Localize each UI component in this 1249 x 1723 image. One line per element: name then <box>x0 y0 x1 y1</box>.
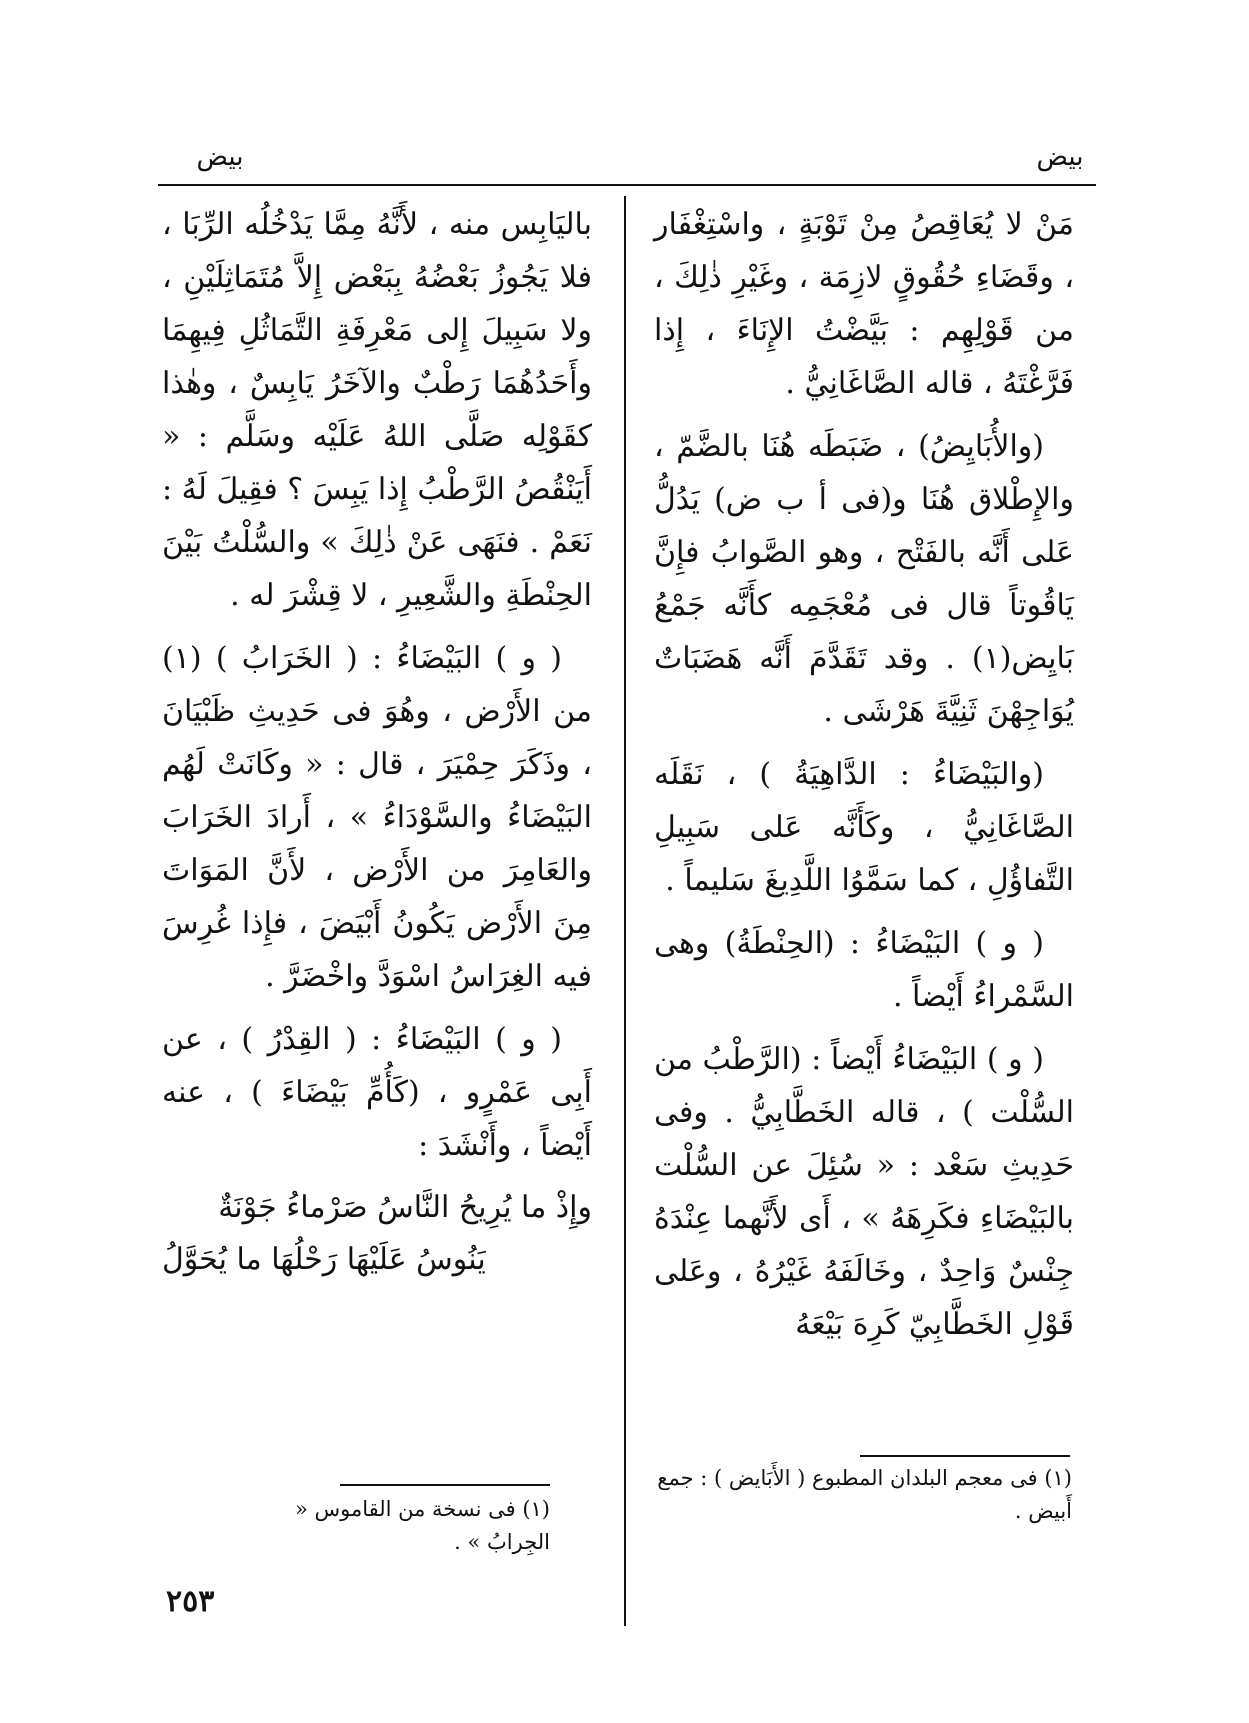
running-header-right: بيض <box>1036 142 1084 172</box>
paragraph: ( و ) البَيْضَاءُ أَيْضاً : (الرَّطْبُ من السُّلْت ) ، قاله الخَطَّابِيُّ . وفى حَدِيثِ سَعْد : « سُئِلَ عن السُّلْت بالبَيْضَاءِ فكَرِهَهُ » ، أَى لأَنَّهما عِنْدَهُ جِنْسٌ وَاحِدٌ ، وخَالَفَهُ غَيْرُهُ ، وعَلى قَوْلِ الخَطَّابِيّ كَرِهَ بَيْعَهُ <box>654 1042 1074 1342</box>
poem-verse-1: وإِذْ ما يُرِيحُ النَّاسُ صَرْماءُ جَوْنَةٌ <box>218 1190 592 1225</box>
footnote-rule-right <box>860 1455 1070 1457</box>
paragraph: (والبَيْضَاءُ : الدَّاهِيَةُ ) ، نَقَلَه الصَّاغَانِيُّ ، وكَأَنَّه عَلى سَبِيلِ التَّفاؤُلِ ، كما سَمَّوُا اللَّدِيغَ سَليماً . <box>654 757 1074 898</box>
right-column <box>654 198 1074 1361</box>
paragraph: ( و ) البَيْضَاءُ : (الحِنْطَةُ) وهى السَّمْراءُ أَيْضاً . <box>654 926 1074 1014</box>
poem-couplet <box>162 1182 592 1286</box>
paragraph: باليَابِس منه ، لأَنَّهُ مِمَّا يَدْخُلُه الرِّبَا ، فلا يَجُوزُ بَعْضُهُ بِبَعْض إِلاَّ مُتَمَاثِلَيْنِ ، ولا سَبِيلَ إِلى مَعْرِفَةِ التَّمَاثُلِ فِيهِمَا وأَحَدُهُمَا رَطْبٌ والآخَرُ يَابِسٌ ، وهٰذا كقَوْلِه صَلَّى اللهُ عَلَيْه وسَلَّم : « أَيَنْقُصُ الرَّطْبُ إِذا يَبِسَ ؟ فقِيلَ لَهُ : نَعَمْ . فنَهَى عَنْ ذٰلِكَ » والسُّلْتُ بَيْنَ الحِنْطَةِ والشَّعِيرِ ، لا قِشْرَ له . <box>161 207 592 613</box>
paragraph: ( و ) البَيْضَاءُ : ( القِدْرُ ) ، عن أَبِى عَمْرٍو ، (كَأُمِّ بَيْضَاءَ ) ، عنه أَيْضاً ، وأَنْشَدَ : <box>162 1022 592 1163</box>
page-number: ٢٥٣ <box>166 1584 215 1619</box>
column-divider <box>624 196 626 1626</box>
poem-verse-2: يَنُوسُ عَلَيْهَا رَحْلُهَا ما يُحَوَّلُ <box>162 1242 486 1277</box>
left-column <box>162 198 592 1286</box>
paragraph: ( و ) البَيْضَاءُ : ( الخَرَابُ ) (١) من الأَرْض ، وهُوَ فى حَدِيثِ ظَبْيَانَ ، وذَكَرَ حِمْيَرَ ، قال : « وكَانَتْ لَهُم البَيْضَاءُ والسَّوْدَاءُ » ، أَرادَ الخَرَابَ والعَامِرَ من الأَرْض ، لأَنَّ المَوَاتَ مِنَ الأَرْض يَكُونُ أَبْيَضَ ، فإِذا غُرِسَ فيه الغِرَاسُ اسْوَدَّ واخْضَرَّ . <box>162 641 592 994</box>
footnote-rule-left <box>340 1484 550 1486</box>
paragraph: مَنْ لا يُعَاقِصُ مِنْ تَوْبَةٍ ، واسْتِغْفَار ، وقَضَاءِ حُقُوقٍ لازِمَة ، وغَيْرِ ذٰلِكَ ، من قَوْلِهِم : بَيَّضْتُ الإِنَاءَ ، إِذا فَرَّغْتَهُ ، قاله الصَّاغَانِيُّ . <box>654 207 1074 401</box>
paragraph: (والأُبَايِضُ) ، ضَبَطَه هُنَا بالضَّمّ ، والإِطْلاق هُنَا و(فى أ ب ض) يَدُلُّ عَلى أَنَّه بالفَتْح ، وهو الصَّوابُ فإِنَّ يَاقُوتاً قال فى مُعْجَمِه كأَنَّه جَمْعُ بَايِض(١) . وقد تَقَدَّمَ أَنَّه هَضَبَاتٌ يُوَاجِهْنَ ثَنِيَّةَ هَرْشَى . <box>654 429 1074 729</box>
header-rule <box>158 184 1096 186</box>
footnote-left: (١) فى نسخة من القاموس « الجِرابُ » . <box>294 1497 550 1554</box>
footnote-right: (١) فى معجم البلدان المطبوع ( الأَبَايض ) : جمع أَبيض . <box>657 1466 1072 1523</box>
running-header-left: بيض <box>196 142 244 172</box>
